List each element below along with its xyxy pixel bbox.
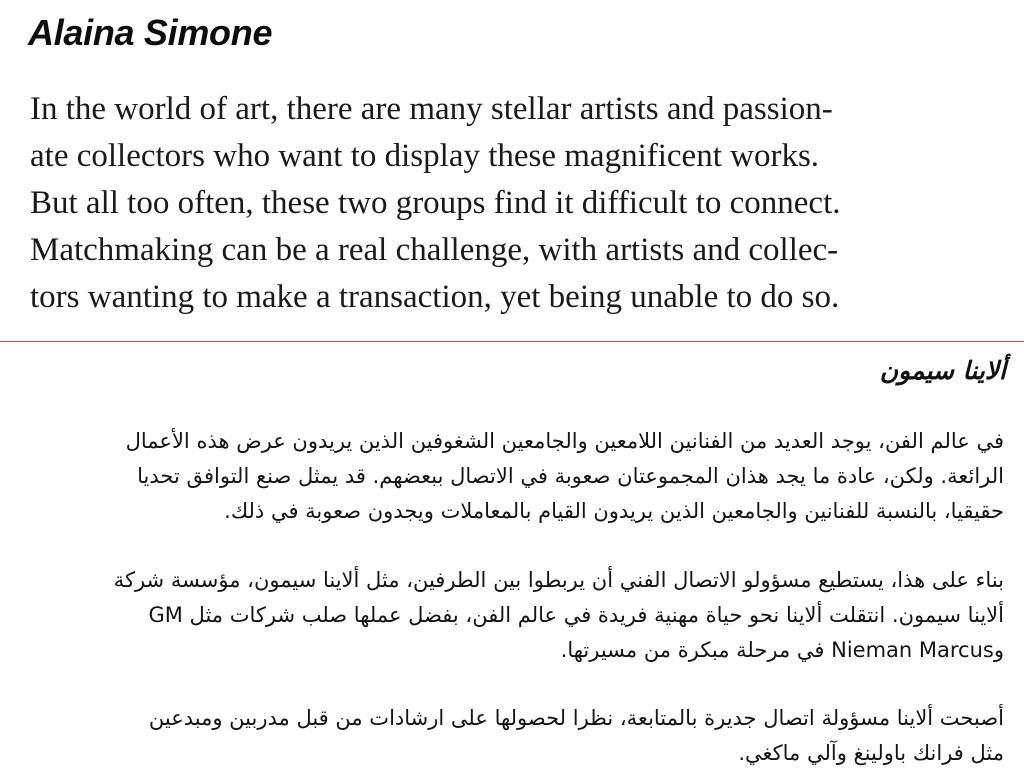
english-line: ate collectors who want to display these magnificent works. [30, 138, 820, 174]
arabic-line: حقيقيا، بالنسبة للفنانين والجامعين الذين يريدون القيام بالمعاملات ويجدون صعوبة في ذلك. [224, 499, 1004, 523]
english-line: Matchmaking can be a real challenge, with artists and collec- [30, 232, 839, 268]
arabic-line: الرائعة. ولكن، عادة ما يجد هذان المجموعتان صعوبة في الاتصال ببعضهم. قد يمثل صنع التوافق تحديا [137, 464, 1004, 488]
arabic-line: أصبحت ألاينا مسؤولة اتصال جديرة بالمتابعة، نظرا لحصولها على ارشادات من قبل مدربين ومبدعين [148, 706, 1004, 730]
english-paragraph [30, 86, 1010, 321]
arabic-line: مثل فرانك باولينغ وآلي ماكغي. [738, 741, 1004, 765]
english-line: tors wanting to make a transaction, yet being unable to do so. [30, 279, 840, 315]
arabic-line: بناء على هذا، يستطيع مسؤولو الاتصال الفني أن يربطوا بين الطرفين، مثل ألاينا سيمون، مؤسسة شركة [113, 568, 1004, 592]
arabic-line: في عالم الفن، يوجد العديد من الفنانين اللامعين والجامعين الشغوفين الذين يريدون عرض هذه الأعمال [125, 429, 1004, 453]
english-line: But all too often, these two groups find it difficult to connect. [30, 185, 841, 221]
english-title: Alaina Simone [28, 12, 273, 53]
arabic-line: ألاينا سيمون. انتقلت ألاينا نحو حياة مهنية فريدة في عالم الفن، بفضل عملها صلب شركات مثل GM [148, 603, 1004, 627]
arabic-paragraph-1 [44, 424, 1004, 529]
arabic-title: ألاينا سيمون [879, 356, 1006, 385]
english-section [0, 0, 1024, 340]
arabic-line: وNieman Marcus في مرحلة مبكرة من مسيرتها. [560, 638, 1004, 662]
english-line: In the world of art, there are many stellar artists and passion- [30, 91, 833, 127]
arabic-paragraph-2 [44, 563, 1004, 668]
arabic-paragraph-3 [44, 701, 1004, 768]
section-divider [0, 341, 1024, 342]
